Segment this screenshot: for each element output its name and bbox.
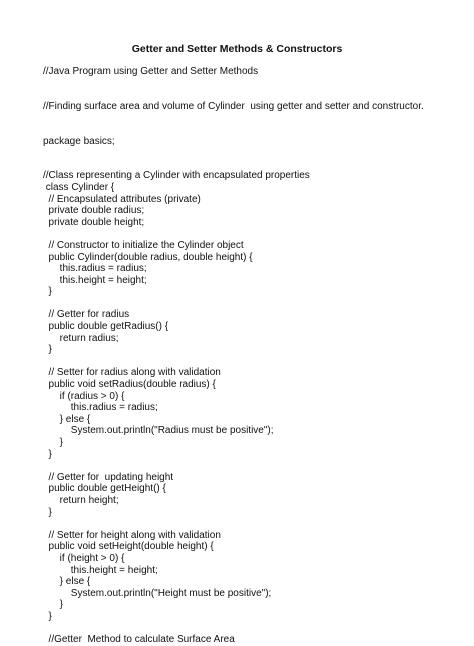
code-line: public double getRadius() { [43,321,169,333]
code-line: public double getHeight() { [43,483,166,495]
code-line: private double height; [43,216,145,228]
code-line: //Class representing a Cylinder with encapsulated properties [43,170,310,182]
code-line: public void setRadius(double radius) { [43,379,216,391]
code-line [43,89,463,101]
code-line [43,112,463,124]
code-line: } else { [43,413,91,425]
code-line: // Encapsulated attributes (private) [43,193,201,205]
code-line: this.height = height; [43,564,158,576]
code-line [43,460,463,472]
code-line: //Getter Method to calculate Surface Area [43,634,235,646]
code-line: } [43,344,52,356]
code-line: this.height = height; [43,274,147,286]
code-line [43,356,463,368]
code-line: return radius; [43,332,119,344]
code-line: } [43,437,64,448]
code-line: class Cylinder { [43,181,115,193]
code-line: public Cylinder(double radius, double height) { [43,251,253,263]
code-line [43,623,463,635]
code-line: } else { [43,576,91,588]
code-line: //Java Program using Getter and Setter Methods [43,66,259,77]
code-line: //Finding surface area and volume of Cylinder using getter and setter and constructor. [43,100,424,112]
code-line: this.radius = radius; [43,402,158,414]
code-line: // Getter for updating height [43,471,174,483]
code-line [43,159,463,171]
code-line [43,228,463,240]
code-line: return height; [43,494,119,506]
code-line: // Constructor to initialize the Cylinder object [43,239,244,251]
code-line: if (radius > 0) { [43,390,125,402]
code-line: if (height > 0) { [43,552,125,564]
document-title: Getter and Setter Methods & Constructors [131,43,343,55]
code-line: } [43,610,52,622]
code-line: private double radius; [43,205,145,217]
code-line: // Setter for radius along with validation [43,367,221,379]
code-line: public void setHeight(double height) { [43,541,214,553]
code-line: package basics; [43,135,115,147]
code-line [43,518,463,530]
code-line: System.out.println("Height must be positive"); [43,587,272,599]
code-line: } [43,448,52,460]
code-line: } [43,286,52,298]
code-line: // Setter for height along with validation [43,529,221,541]
code-line [43,147,463,159]
code-line [43,78,463,90]
code-line: } [43,599,64,611]
code-listing [43,66,463,646]
code-line [43,124,463,136]
code-line: this.radius = radius; [43,263,147,275]
code-line [43,298,463,310]
code-line: } [43,506,52,518]
code-line: // Getter for radius [43,309,130,321]
code-line: System.out.println("Radius must be positive"); [43,425,274,437]
